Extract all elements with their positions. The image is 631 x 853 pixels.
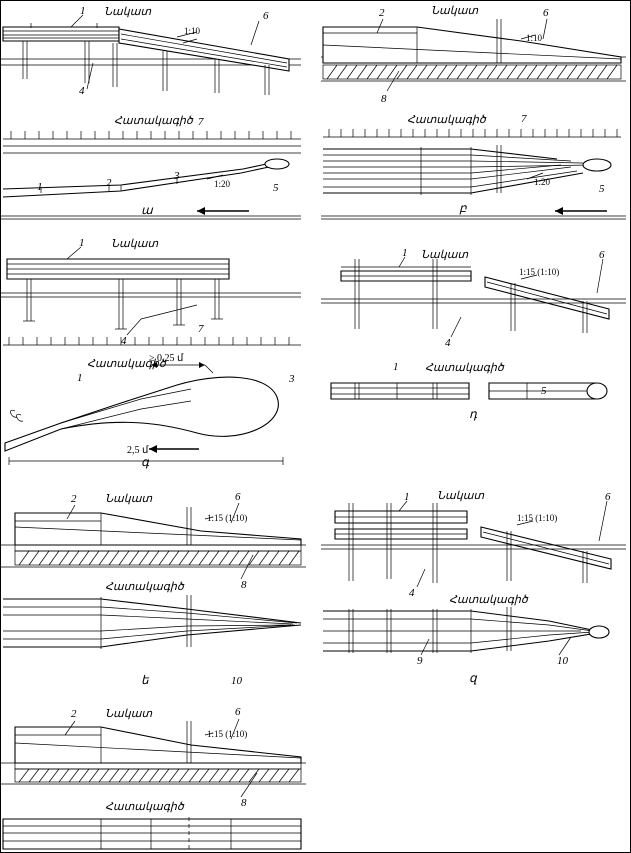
panel-g-caption: գ [141, 455, 149, 469]
panel-last-slope: 1:15 (1:10) [207, 729, 248, 739]
panel-g-callout-1b: 1 [77, 372, 83, 384]
panel-e-callout-2: 2 [71, 493, 77, 505]
panel-last-callout-2: 2 [71, 708, 77, 720]
panel-last-drawing [1, 701, 311, 851]
panel-b-drawing [321, 1, 631, 221]
panel-b-callout-2: 2 [379, 7, 385, 19]
panel-b-caption: բ [459, 201, 467, 215]
panel-z-drawing [321, 483, 631, 693]
panel-a [1, 1, 311, 221]
panel-a-scale-1: 1 [37, 181, 43, 193]
panel-b-slope-1-20: 1:20 [534, 177, 551, 187]
panel-last-side-label: Նակատ [105, 708, 153, 720]
panel-last-callout-6: 6 [235, 706, 241, 718]
panel-b [321, 1, 631, 221]
panel-z-callout-9: 9 [417, 655, 423, 667]
panel-b-slope-1-10: 1:10 [526, 33, 543, 43]
panel-b-callout-5: 5 [599, 183, 605, 195]
panel-d-callout-4: 4 [445, 337, 451, 349]
panel-last-callout-8: 8 [241, 797, 247, 809]
panel-e-side-label: Նակատ [105, 493, 153, 505]
panel-a-slope-1-20: 1:20 [214, 179, 231, 189]
panel-b-callout-6: 6 [543, 7, 549, 19]
panel-a-drawing [1, 1, 311, 221]
panel-z-side-label: Նակատ [437, 490, 485, 502]
panel-e-caption: ե [141, 673, 149, 687]
panel-d-drawing [321, 233, 631, 473]
panel-e-callout-6: 6 [235, 491, 241, 503]
panel-b-side-label: Նակատ [431, 5, 479, 17]
panel-a-callout-5: 5 [273, 182, 279, 194]
panel-b-plan-label: Հատակագիծ [407, 114, 486, 126]
panel-z-callout-6: 6 [605, 491, 611, 503]
panel-g [1, 233, 311, 473]
panel-a-callout-1: 1 [80, 5, 86, 17]
panel-g-dim-min: ≥ 0,25 մ [149, 353, 184, 364]
panel-e [1, 483, 311, 693]
panel-g-side-label: Նակատ [111, 238, 159, 250]
panel-a-callout-4: 4 [79, 85, 85, 97]
panel-a-callout-7: 7 [198, 116, 204, 128]
panel-a-side-label: Նակատ [104, 6, 152, 18]
panel-d-callout-1b: 1 [393, 361, 399, 373]
panel-last [1, 701, 311, 851]
panel-d-callout-6: 6 [599, 249, 605, 261]
panel-b-callout-7: 7 [521, 113, 527, 125]
panel-a-scale-2: 2 [106, 177, 112, 189]
panel-e-callout-8: 8 [241, 579, 247, 591]
panel-z-caption: զ [469, 671, 477, 685]
panel-last-plan-label: Հատակագիծ [105, 801, 184, 813]
panel-d-callout-1: 1 [402, 247, 408, 259]
panel-g-callout-4: 4 [121, 335, 127, 347]
panel-d-caption: դ [469, 407, 477, 421]
panel-e-slope: 1:15 (1:10) [207, 513, 248, 523]
panel-d [321, 233, 631, 473]
panel-g-dim-length: 2,5 մ [127, 445, 149, 456]
panel-d-plan-label: Հատակագիծ [425, 362, 504, 374]
panel-a-caption: ա [141, 203, 153, 217]
panel-a-scale-3: 3 [174, 170, 180, 182]
panel-z-callout-4: 4 [409, 587, 415, 599]
panel-z-callout-10: 10 [557, 655, 568, 667]
panel-z-slope: 1:15 (1:10) [517, 513, 558, 523]
panel-a-plan-label: Հատակագիծ [114, 115, 193, 127]
panel-g-callout-1: 1 [79, 237, 85, 249]
panel-d-slope: 1:15 (1:10) [519, 267, 560, 277]
panel-g-plan-label: Հատակագիծ [87, 358, 166, 370]
panel-d-callout-5: 5 [541, 385, 547, 397]
panel-z-plan-label: Հատակագիծ [449, 594, 528, 606]
panel-g-callout-3: 3 [289, 373, 295, 385]
panel-d-side-label: Նակատ [421, 249, 469, 261]
panel-z [321, 483, 631, 693]
panel-a-slope-1-10: 1:10 [184, 26, 201, 36]
panel-z-callout-1: 1 [404, 491, 410, 503]
panel-e-plan-label: Հատակագիծ [105, 581, 184, 593]
panel-a-callout-6: 6 [263, 10, 269, 22]
panel-b-callout-8: 8 [381, 93, 387, 105]
panel-e-callout-10: 10 [231, 675, 242, 687]
panel-g-callout-7: 7 [198, 323, 204, 335]
